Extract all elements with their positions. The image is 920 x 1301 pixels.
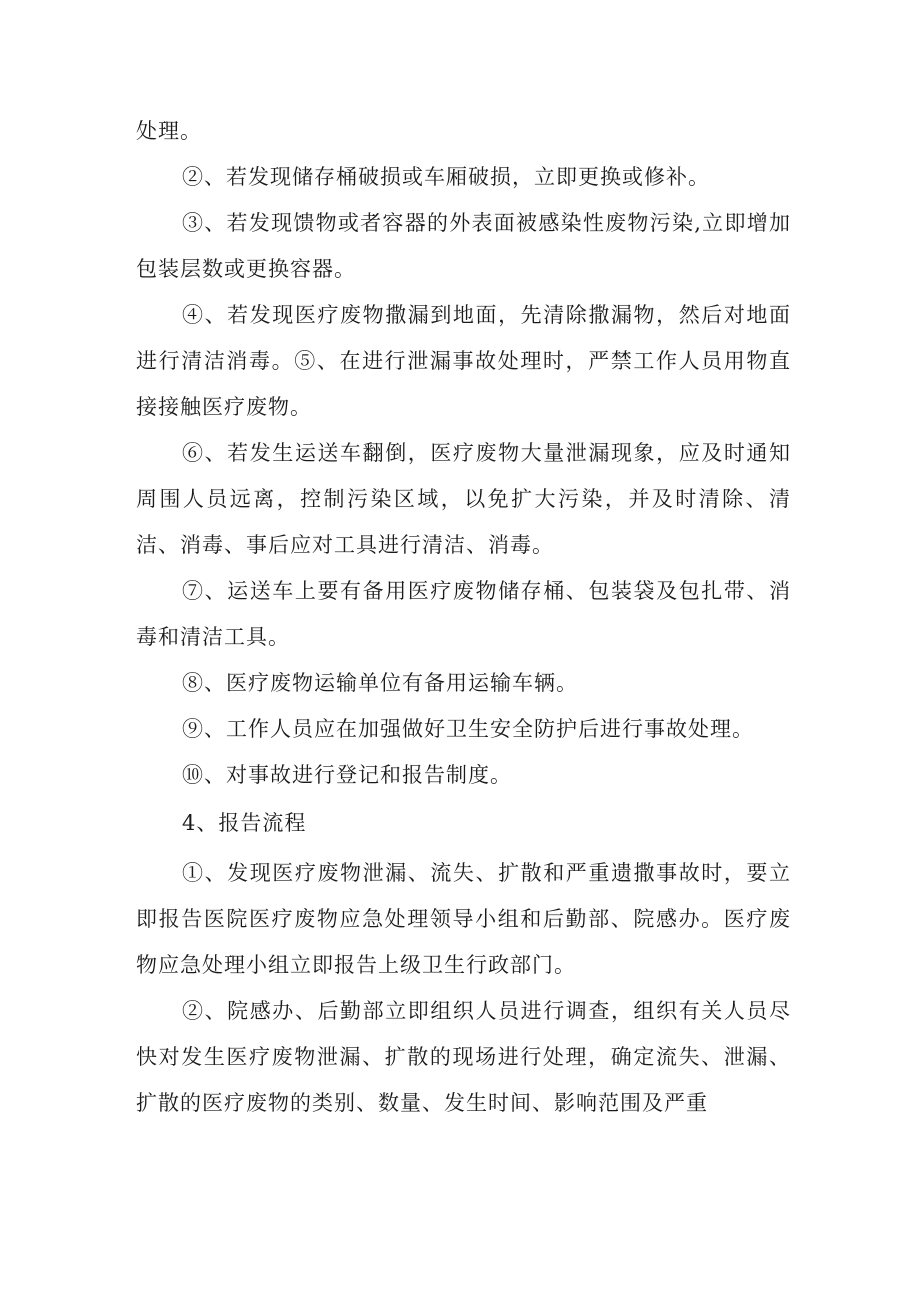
- document-body: [136, 108, 791, 1126]
- paragraph-item-7: ⑦、运送车上要有备用医疗废物储存桶、包装袋及包扎带、消毒和清洁工具。: [136, 579, 791, 649]
- paragraph-report-2: ②、院感办、后勤部立即组织人员进行调查，组织有关人员尽快对发生医疗废物泄漏、扩散的现场进行处理，确定流失、泄漏、扩散的医疗废物的类别、数量、发生时间、影响范围及严重: [136, 999, 791, 1115]
- paragraph-item-10: ⑩、对事故进行登记和报告制度。: [182, 763, 512, 787]
- paragraph-item-8: ⑧、医疗废物运输单位有备用运输车辆。: [182, 671, 578, 695]
- paragraph-report-1: ①、发现医疗废物泄漏、流失、扩散和严重遗撒事故时，要立即报告医院医疗废物应急处理领导小组和后勤部、院感办。医疗废物应急处理小组立即报告上级卫生行政部门。: [136, 861, 791, 977]
- paragraph-continuation: 处理。: [136, 119, 202, 143]
- section-heading-report-process: 4、报告流程: [182, 811, 307, 835]
- paragraph-item-3: ③、若发现馈物或者容器的外表面被感染性废物污染,立即增加包装层数或更换容器。: [136, 211, 791, 281]
- paragraph-item-2: ②、若发现储存桶破损或车厢破损，立即更换或修补。: [182, 165, 710, 189]
- paragraph-item-9: ⑨、工作人员应在加强做好卫生安全防护后进行事故处理。: [182, 717, 754, 741]
- paragraph-item-6: ⑥、若发生运送车翻倒，医疗废物大量泄漏现象，应及时通知周围人员远离，控制污染区域，以免扩大污染，并及时清除、清洁、消毒、事后应对工具进行清洁、消毒。: [136, 441, 791, 557]
- paragraph-item-4-5: ④、若发现医疗废物撒漏到地面，先清除撒漏物，然后对地面进行清洁消毒。⑤、在进行泄漏事故处理时，严禁工作人员用物直接接触医疗废物。: [136, 303, 791, 419]
